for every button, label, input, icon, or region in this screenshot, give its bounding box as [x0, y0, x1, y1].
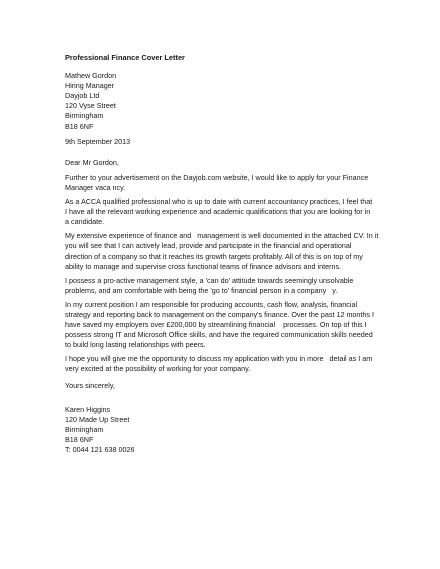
sender-name: Karen Higgins	[65, 404, 111, 414]
sender-details	[65, 405, 385, 455]
paragraph-intro	[65, 173, 385, 193]
paragraph-line: ability to manage and supervise cross functional teams of finance advisors and interns.	[65, 261, 342, 271]
paragraph-current-position	[65, 300, 385, 350]
letter-date: 9th September 2013	[65, 136, 131, 146]
paragraph-line: In my current position I am responsible for producing accounts, cash flow, analysis, financial	[65, 299, 358, 309]
recipient-title: Hiring Manager	[65, 81, 115, 91]
paragraph-line: Further to your advertisement on the Dayjob.com website, I would like to apply for your Finance	[65, 172, 369, 182]
recipient-name: Mathew Gordon	[65, 71, 117, 81]
paragraph-line: Manager vaca ncy.	[65, 182, 126, 192]
sender-city: Birmingham	[65, 424, 104, 434]
recipient-address	[65, 71, 385, 132]
paragraph-line: I possess a pro-active management style, a 'can do' attitude towards seemingly unsolvable	[65, 275, 354, 285]
salutation: Dear Mr Gordon,	[65, 157, 119, 167]
paragraph-line: My extensive experience of finance and management is well documented in the attached CV. In it	[65, 231, 379, 241]
paragraph-line: possess strong IT and Microsoft Office skills, and have the required communication skills needed	[65, 330, 373, 340]
document-title: Professional Finance Cover Letter	[65, 53, 185, 62]
paragraph-line: to build long lasting relationships with peers.	[65, 340, 206, 350]
paragraph-line: problems, and am comfortable with being the 'go to' financial person in a company y.	[65, 285, 338, 295]
paragraph-line: very excited at the possibility of working for your company.	[65, 364, 251, 374]
paragraph-line: a candidate.	[65, 217, 105, 227]
sender-street: 120 Made Up Street	[65, 414, 130, 424]
paragraph-line: strategy and reporting back to management on the company's finance. Over the past 12 months I	[65, 309, 375, 319]
paragraph-line: you will see that I can actively lead, provide and participate in the financial and operational	[65, 241, 352, 251]
paragraph-closing-request	[65, 354, 385, 374]
paragraph-line: have saved my employers over £200,000 by streamlining financial processes. On top of this I	[65, 320, 367, 330]
recipient-city: Birmingham	[65, 111, 104, 121]
sender-postcode: B18 6NF	[65, 434, 94, 444]
paragraph-line: direction of a company so that it reaches its growth targets profitably. All of this is on top of my	[65, 251, 363, 261]
closing: Yours sincerely,	[65, 380, 115, 390]
paragraph-experience	[65, 231, 385, 271]
paragraph-line: As a ACCA qualified professional who is up to date with current accountancy practices, I feel that	[65, 197, 373, 207]
recipient-postcode: B18 6NF	[65, 121, 94, 131]
paragraph-qualifications	[65, 197, 385, 227]
paragraph-line: I have all the relevant working experience and academic qualifications that you are looking for in	[65, 207, 371, 217]
cover-letter	[65, 53, 385, 455]
recipient-street: 120 Vyse Street	[65, 101, 116, 111]
paragraph-line: I hope you will give me the opportunity to discuss my application with you in more detail as I am	[65, 354, 373, 364]
sender-phone: T: 0044 121 638 0026	[65, 445, 135, 454]
recipient-company: Dayjob Ltd	[65, 91, 100, 101]
paragraph-style	[65, 276, 385, 296]
